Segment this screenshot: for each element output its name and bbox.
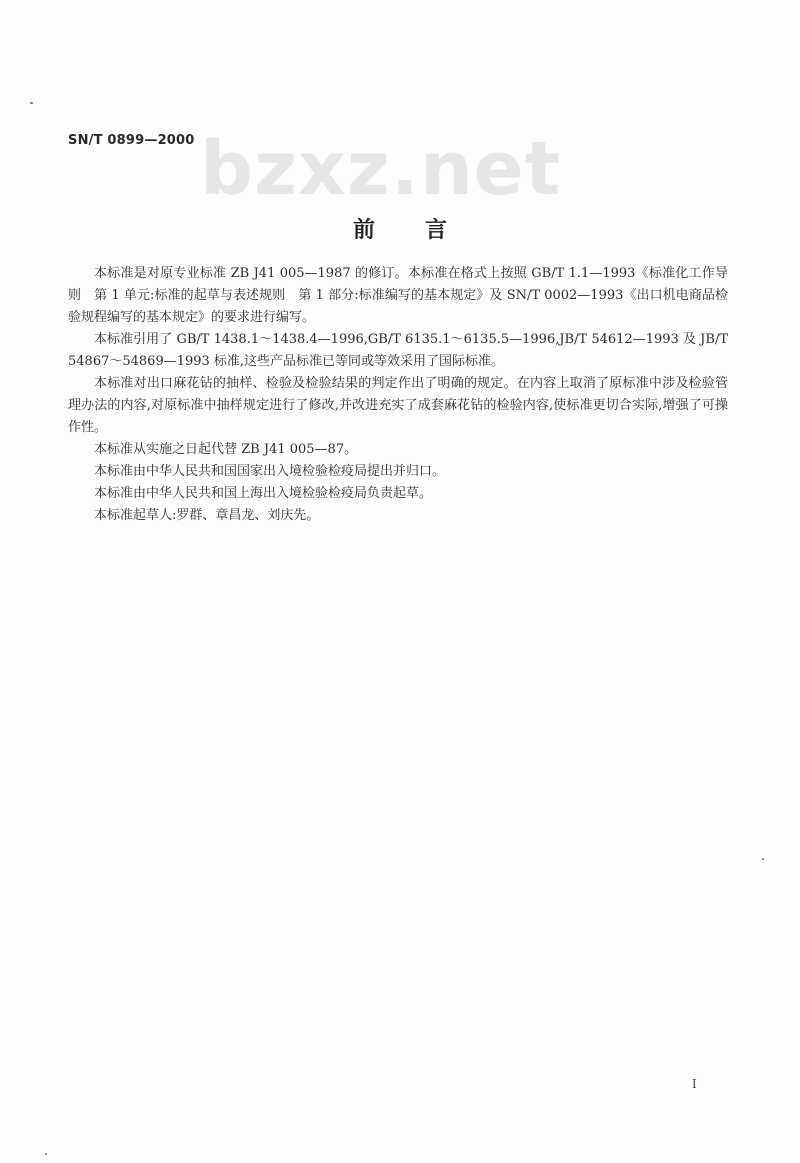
page-title [0, 213, 800, 244]
page-number: I [692, 1077, 697, 1091]
paragraph-drafting-unit: 本标准由中华人民共和国上海出入境检验检疫局负责起草。 [94, 486, 433, 501]
title-char-1: 前 [352, 218, 375, 243]
scan-speck [762, 858, 764, 860]
title-char-2: 言 [425, 218, 448, 243]
watermark: bzxz.net [200, 126, 562, 212]
paragraph-references: 本标准引用了 GB/T 1438.1～1438.4—1996,GB/T 6135.1～6135.5—1996,JB/T 54612—1993 及 JB/T 54867～54869—1993 标准,这些产品标准已等同或等效采用了国际标准。 [68, 332, 728, 369]
paragraph-revision: 本标准是对原专业标准 ZB J41 005—1987 的修订。本标准在格式上按照 GB/T 1.1—1993《标准化工作导则 第 1 单元:标准的起草与表述规则 第 1 部分:标准编写的基本规定》及 SN/T 0002—1993《出口机电商品检验规程编写的基本规定》的要求进行编写。 [68, 266, 728, 325]
paragraph-scope: 本标准对出口麻花钻的抽样、检验及检验结果的判定作出了明确的规定。在内容上取消了原标准中涉及检验管理办法的内容,对原标准中抽样规定进行了修改,并改进充实了成套麻花钻的检验内容,使标准更切合实际,增强了可操作性。 [68, 376, 728, 435]
scan-speck [45, 1153, 47, 1155]
standard-code: SN/T 0899—2000 [68, 133, 195, 148]
foreword-body [68, 263, 728, 527]
paragraph-proposer: 本标准由中华人民共和国国家出入境检验检疫局提出并归口。 [94, 464, 446, 479]
scan-speck [30, 102, 33, 104]
paragraph-drafters: 本标准起草人:罗群、章昌龙、刘庆先。 [94, 508, 320, 523]
paragraph-replacement: 本标准从实施之日起代替 ZB J41 005—87。 [94, 442, 358, 457]
